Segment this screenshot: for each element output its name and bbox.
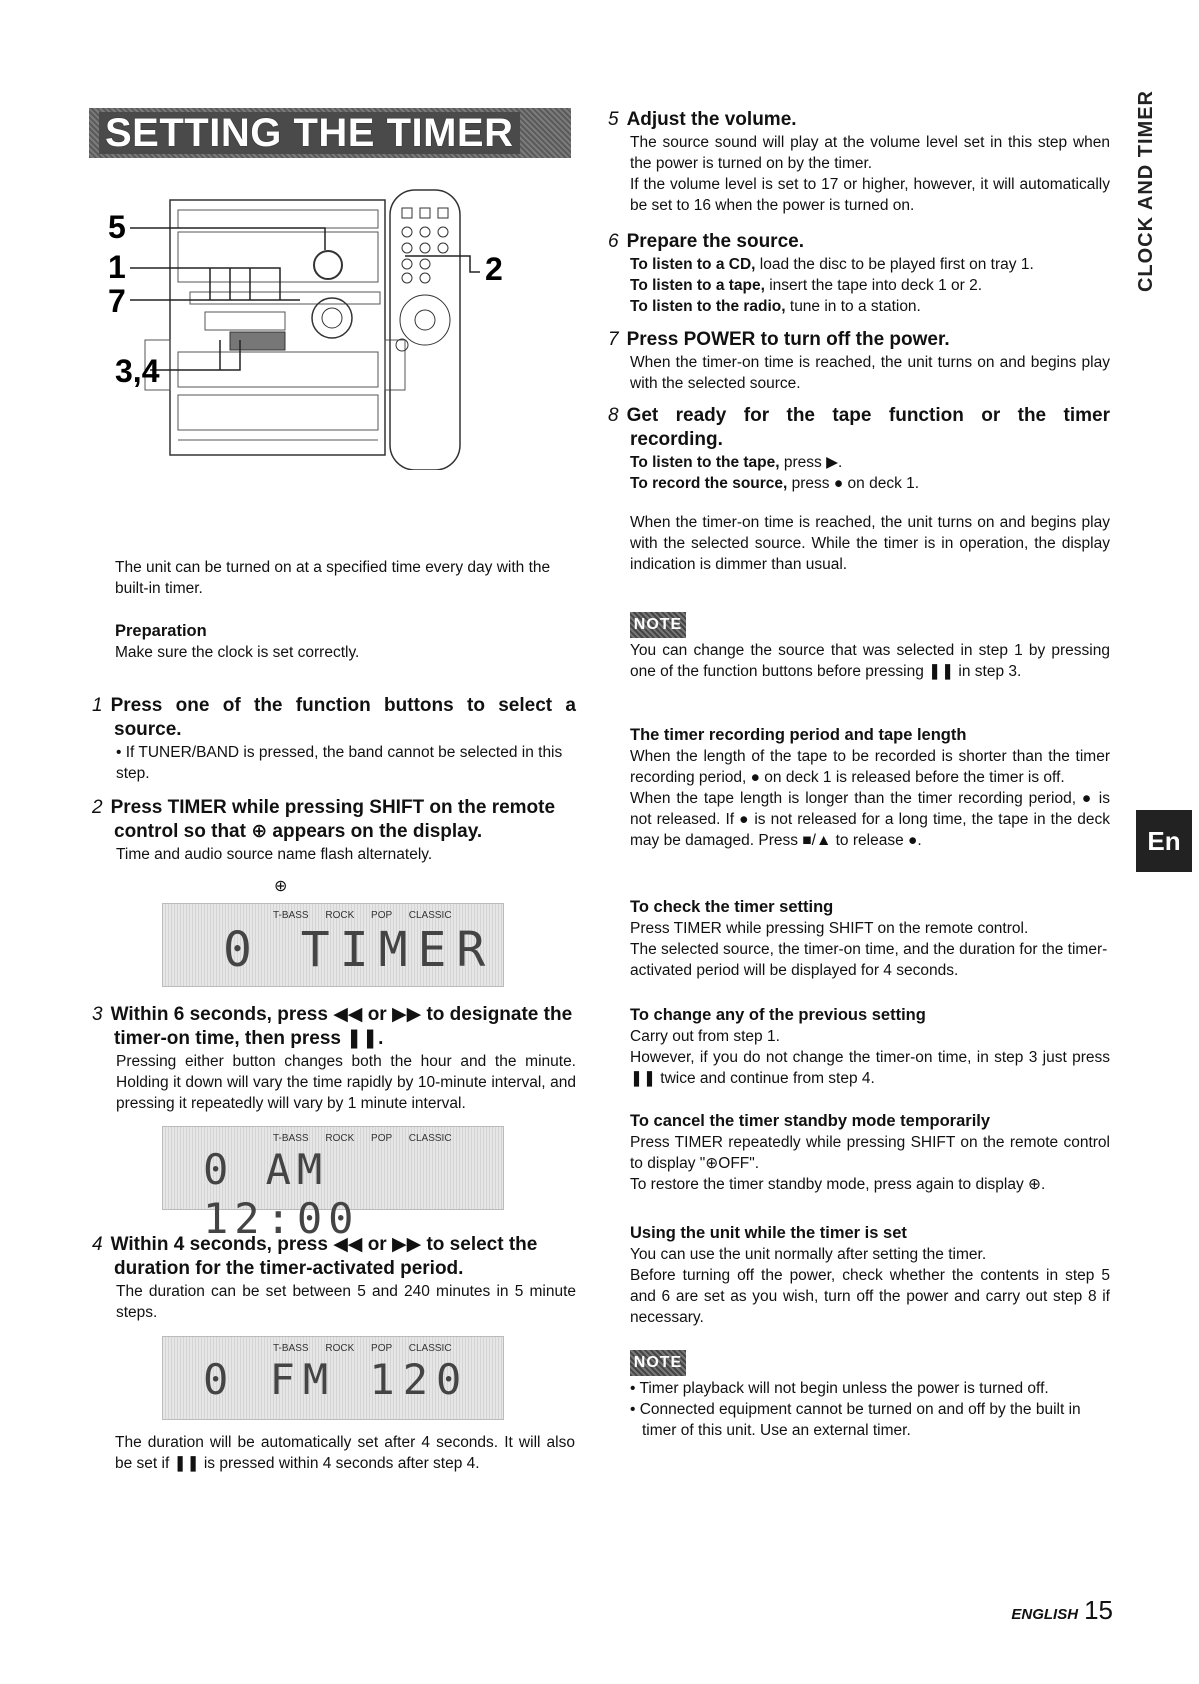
callout-1: 1: [108, 249, 126, 285]
step-7-body: When the timer-on time is reached, the unit turns on and begins play with the selected source.: [630, 354, 1110, 392]
lcd-text: 0 AM 12:00: [203, 1145, 360, 1243]
step-5-body: The source sound will play at the volume level set in this step when the power is turned on by the timer. If the volume level is set to 17 or higher, however, it will automatically be set to 16 when the power is turned on.: [630, 134, 1110, 214]
language-tab: En: [1136, 810, 1192, 872]
section-tape-length: The timer recording period and tape length When the length of the tape to be recorded is shorter than the timer recording period, ● on deck 1 is released before the timer is off. When the tape length is longer than the timer recording period, ● is not released. If ● is not released for a long time, the tape in the deck may be damaged. Press ■/▲ to release ●.: [630, 726, 1110, 849]
callout-5: 5: [108, 209, 126, 245]
step-2-body: Time and audio source name flash alternately.: [116, 846, 433, 863]
page-title: SETTING THE TIMER: [99, 112, 520, 154]
note-2-list: [630, 1378, 1110, 1441]
section-cancel-standby: To cancel the timer standby mode temporarily Press TIMER repeatedly while pressing SHIFT on the remote control to display "⊕OFF". To restore the timer standby mode, press again to display ⊕.: [630, 1112, 1110, 1193]
stereo-illustration: [100, 180, 520, 470]
section-using-unit: Using the unit while the timer is set You can use the unit normally after setting the timer. Before turning off the power, check whether the contents in step 5 and 6 are set as you wish, turn off the power and carry out step 8 if necessary.: [630, 1224, 1110, 1326]
callout-2: 2: [485, 251, 503, 287]
callout-7: 7: [108, 283, 126, 319]
step-1-title: Press one of the function buttons to select a source.: [110, 695, 576, 740]
after-step-4-text: The duration will be automatically set after 4 seconds. It will also be set if ❚❚ is pressed within 4 seconds after step 4.: [115, 1434, 575, 1472]
step-2-title: Press TIMER while pressing SHIFT on the remote control so that ⊕ appears on the display.: [110, 797, 556, 842]
section-change-setting: To change any of the previous setting Carry out from step 1. However, if you do not change the timer-on time, in step 3 just press ❚❚ twice and continue from step 4.: [630, 1006, 1110, 1087]
footer-language: ENGLISH: [1011, 1606, 1079, 1623]
page-title-bar: [89, 108, 571, 158]
intro-text: The unit can be turned on at a specified time every day with the built-in timer.: [115, 559, 551, 597]
step-3-body: Pressing either button changes both the hour and the minute. Holding it down will vary the time rapidly by 10-minute interval, and pressing it repeatedly will vary by 1 minute interval.: [116, 1053, 576, 1112]
step-5-title: Adjust the volume.: [626, 109, 797, 130]
step-5: 5 Adjust the volume. The source sound will play at the volume level set in this step when the power is turned on by the timer. If the volume level is set to 17 or higher, however, it will automatically be set to 16 when the power is turned on.: [608, 109, 1110, 214]
step-4-title: Within 4 seconds, press ◀◀ or ▶▶ to select the duration for the timer-activated period.: [110, 1234, 538, 1279]
preparation-heading: Preparation: [115, 622, 207, 640]
lcd-display-timer: T-BASS ROCK POP CLASSIC 0 TIMER: [162, 903, 504, 987]
note-badge: NOTE: [630, 612, 686, 638]
step-6-title: Prepare the source.: [626, 231, 804, 252]
section-check-timer: To check the timer setting Press TIMER while pressing SHIFT on the remote control. The selected source, the timer-on time, and the duration for the timer-activated period will be displayed for 4 seconds.: [630, 898, 1108, 979]
lcd-text: 0 FM 120: [203, 1355, 470, 1404]
section-side-tab: CLOCK AND TIMER: [1135, 90, 1157, 293]
preparation-text: Make sure the clock is set correctly.: [115, 644, 360, 661]
lcd-display-time: T-BASS ROCK POP CLASSIC 0 AM 12:00: [162, 1126, 504, 1210]
step-2: 2 Press TIMER while pressing SHIFT on the remote control so that ⊕ appears on the display. Time and audio source name flash alternately.: [92, 796, 576, 865]
step-1: 1 Press one of the function buttons to select a source. • If TUNER/BAND is pressed, the band cannot be selected in this step.: [92, 695, 576, 782]
step-4-body: The duration can be set between 5 and 240 minutes in 5 minute steps.: [116, 1283, 576, 1321]
callout-3-4: 3,4: [115, 353, 160, 389]
list-item: • Connected equipment cannot be turned on and off by the built in timer of this unit. Use an external timer.: [630, 1401, 1081, 1439]
note-1-text: You can change the source that was selected in step 1 by pressing one of the function buttons before pressing ❚❚ in step 3.: [630, 642, 1110, 680]
step-3: 3 Within 6 seconds, press ◀◀ or ▶▶ to designate the timer-on time, then press ❚❚. Pressing either button changes both the hour and the minute. Holding it down will vary the time rapidly by 10-minute interval, and pressing it repeatedly will vary by 1 minute interval.: [92, 1004, 576, 1112]
volume-knob-icon: [314, 251, 342, 279]
lcd-text: 0 TIMER: [223, 922, 496, 978]
page-number: 15: [1084, 1595, 1113, 1625]
step-8-body: When the timer-on time is reached, the unit turns on and begins play with the selected source. While the timer is in operation, the display indication is dimmer than usual.: [630, 514, 1110, 573]
lcd-display-duration: T-BASS ROCK POP CLASSIC 0 FM 120: [162, 1336, 504, 1420]
list-item: • Timer playback will not begin unless the power is turned off.: [630, 1380, 1049, 1397]
step-8-title: Get ready for the tape function or the timer recording.: [626, 405, 1110, 450]
step-1-body: • If TUNER/BAND is pressed, the band cannot be selected in this step.: [116, 744, 563, 782]
note-badge: NOTE: [630, 1350, 686, 1376]
step-8: 8 Get ready for the tape function or the timer recording. To listen to the tape, press ▶. To record the source, press ● on deck 1. When the timer-on time is reached, the unit turns on and begins play with the selected source. While the timer is in operation, the display indication is dimmer than usual.: [608, 405, 1110, 573]
timer-symbol: ⊕: [274, 878, 288, 895]
step-3-title: Within 6 seconds, press ◀◀ or ▶▶ to designate the timer-on time, then press ❚❚.: [110, 1004, 573, 1049]
page-footer: [1011, 1595, 1113, 1626]
step-4: 4 Within 4 seconds, press ◀◀ or ▶▶ to select the duration for the timer-activated period. The duration can be set between 5 and 240 minutes in 5 minute steps.: [92, 1234, 576, 1321]
step-7-title: Press POWER to turn off the power.: [626, 329, 950, 350]
step-6: 6 Prepare the source. To listen to a CD, load the disc to be played first on tray 1. To listen to a tape, insert the tape into deck 1 or 2. To listen to the radio, tune in to a station.: [608, 231, 1034, 315]
step-7: 7 Press POWER to turn off the power. When the timer-on time is reached, the unit turns on and begins play with the selected source.: [608, 329, 1110, 392]
